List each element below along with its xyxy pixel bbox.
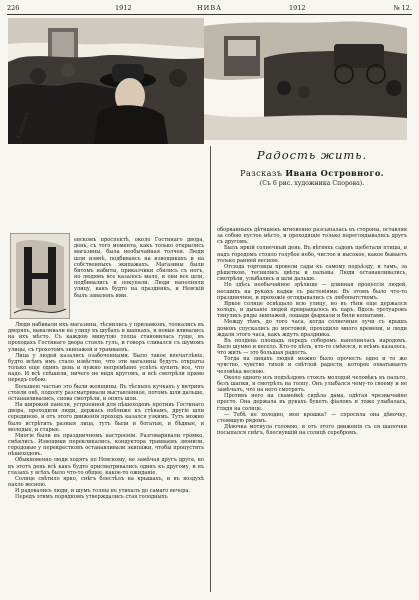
paragraph: — Тебѣ не холодно, моя крошка? — спросила она дѣвочку, стоявшую рядомъ. bbox=[217, 411, 407, 424]
paragraph: Большею частью это были женщины. Въ тѣсныхъ кучкахъ у витринъ стояли онѣ, подолгу разсматривали выставленное, потомъ шли дальше, останавливались, снова смотрѣли, и опять шли. bbox=[8, 383, 204, 402]
header-year-left: 1912 bbox=[115, 4, 132, 12]
paragraph: оборванныхъ дѣтишекъ мгновенно разсыпалась въ стороны, оставляя за собою пустое мѣсто, и проходящіе только переглядывались другъ съ другомъ. bbox=[217, 227, 407, 246]
street-crowd-illustration bbox=[8, 18, 204, 144]
header-rule bbox=[7, 14, 412, 15]
paragraph: Былъ яркій солнечный день. Въ вѣтвяхъ садовъ щебетали птицы, и надъ городомъ стояло голубое небо, чистое и высокое, какое бываетъ только ранней весною. bbox=[217, 245, 407, 264]
left-column-text bbox=[8, 322, 204, 501]
story-byline bbox=[216, 168, 408, 178]
column-divider bbox=[210, 146, 211, 592]
page-number: 226 bbox=[7, 4, 20, 12]
paragraph: И радовались люди, и шумъ толпы не утихалъ до самаго вечера. bbox=[15, 488, 191, 495]
paragraph: На широкой панели, устроенной для пѣшеходовъ противъ Гостинаго двора, проходили люди, держась поближе къ стѣнамъ, другіе шли серединою, и отъ этого движенія проходъ казался узкимъ. Тутъ можно было встрѣтить разныя лица, тутъ были и богатые, и бѣдные, и молодые, и старые. bbox=[8, 402, 204, 433]
paragraph: Многіе были въ праздничномъ настроеніи. Разговаривали громко, смѣялись. Извощики перекликались, кондуктора трамваевъ звонили, городовые у перекрестковъ останавливали экипажи, чтобы пропустить пѣшеходовъ. bbox=[8, 432, 204, 458]
magazine-title: НИВА bbox=[197, 4, 223, 12]
running-header bbox=[7, 4, 412, 14]
paragraph: Тогда на лицахъ людей можно было прочесть одно и то же чувство, чувство тихой и свѣтлой радости, которое охватываетъ человѣка весною. bbox=[217, 356, 407, 375]
illustration-credit: (Съ 6 рис. художника Спорова). bbox=[259, 180, 365, 187]
paragraph: Около одного изъ подъѣздовъ стоялъ молодой человѣкъ въ пальто, безъ шапки, и смотрѣлъ на толпу. Онъ улыбался чему-то своему и не замѣчалъ, что на него смотрятъ. bbox=[217, 374, 407, 394]
paragraph: Люди набивали ихъ магазины, тѣснились у прилавковъ, толкались въ дверяхъ, вываливали на улицу въ шубахъ и шапкахъ, и новые вливались на ихъ мѣсто. Съ каждою минутою толпа становилась гуще, въ проходахъ Гостинаго двора стоялъ гулъ, и говоръ сливался съ шумомъ улицы, съ грохотомъ экипажей и трамваевъ. bbox=[8, 322, 204, 353]
story-title: Радость жить. bbox=[256, 148, 368, 162]
paragraph: Обыкновенно люди ходятъ по Невскому, не замѣчая другъ друга, но въ этотъ день всѣ какъ будто присматривались одинъ къ другому, и въ глазахъ у всѣхъ было что-то общее, какое-то ожиданіе. bbox=[8, 457, 204, 476]
paragraph: Лица у людей казались озабоченными. Было такое впечатлѣніе, будто всѣмъ имъ стало извѣстно, что эти магазины будутъ открыты только еще одинъ день и нужно непремѣнно успѣть купить все, что надо. И всѣ спѣшили, ничего не видя кругомъ, и всѣ смотрѣли прямо передъ собою. bbox=[8, 352, 204, 384]
story-heading bbox=[216, 148, 408, 187]
street-carriages-illustration bbox=[204, 18, 407, 140]
paragraph: Солнце свѣтило ярко, снѣгъ блестѣлъ на крышахъ, и въ воздухѣ пахло весною. bbox=[8, 475, 204, 489]
paragraph: Яркое солнце освѣщало всю улицу, но въ тѣни еще держался холодъ, и дыханіе людей превращалось въ паръ. Вдоль тротуаровъ тянулись ряды экипажей, лошади фыркали и били копытами. bbox=[217, 300, 407, 320]
paragraph: Дѣвочка мотнула головою, и отъ этого движенія съ ея шапочки посыпался снѣгъ, блеснувшій на солнцѣ серебромъ. bbox=[217, 424, 407, 437]
artist-signature: Споровъ bbox=[15, 110, 32, 139]
author-name: Ивана Островного. bbox=[285, 168, 384, 178]
issue-number: № 12. bbox=[393, 4, 412, 12]
paragraph: Передъ этимъ порядкомъ утверждались стая голодныхъ bbox=[15, 494, 168, 501]
paragraph: Но здѣсь необычайное зрѣлище — длинная процессія людей, несшихъ на рукахъ кадки съ растеніями. Въ этомъ было что-то праздничное, и прохожіе оглядывались съ любопытствомъ. bbox=[217, 282, 407, 301]
decorative-initial-letter-icon bbox=[10, 233, 70, 319]
paragraph: евскомъ проспектѣ, около Гостинаго двора, день, съ того момента, какъ только открылись магазины, была необычайная толчея. Люди шли извнѣ, подбиваясь на извощикахъ и на собственныхъ экипажахъ. Магазины были битомъ набиты, приказчики сбились съ ногъ, но людямъ все казалось мало, и они все шли, подбивались и покупали. Люди наполняли улицу, какъ будто на праздникъ, и Невскій былъ заваленъ ими. bbox=[74, 237, 204, 299]
paragraph: Отсюда торговцы провели сады къ самому подъѣзду, и тамъ, за рѣшеткою, теснились цвѣты и пальмы. Люди останавливались, смотрѣли, улыбались и шли дальше. bbox=[217, 263, 407, 283]
header-year-right: 1912 bbox=[289, 4, 306, 12]
right-column-text bbox=[217, 227, 407, 436]
byline-prefix: Разсказъ bbox=[240, 168, 283, 178]
paragraph: Противъ него на скамейкѣ сидѣла дама, одѣтая чрезвычайно просто. Она держала въ рукахъ букетъ фіалокъ и тоже улыбалась, глядя на солнце. bbox=[217, 393, 407, 412]
article-opening bbox=[74, 232, 204, 304]
paragraph: Между тѣмъ, до того часа, когда солнечные лучи съ крышъ домовъ спускались до мостовой, проходило много времени, и люди ждали этого часа, какъ ждутъ праздника. bbox=[217, 319, 407, 338]
paragraph: Въ полдень площадь передъ соборомъ наполнилась народомъ. Было шумно и весело. Кто-то пѣлъ, кто-то смѣялся, и всѣмъ казалось, что жить — это большая радость. bbox=[217, 337, 407, 357]
